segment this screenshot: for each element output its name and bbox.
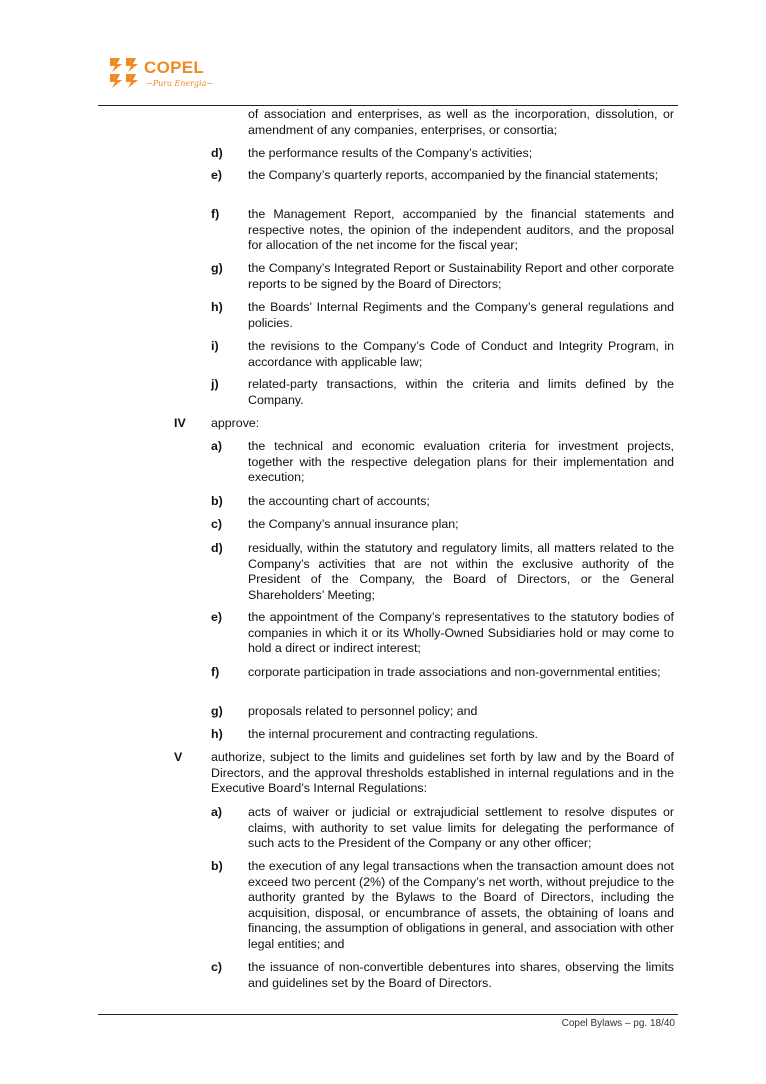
item-text: proposals related to personnel policy; and: [248, 704, 478, 718]
item-label: j): [211, 377, 219, 391]
item-label: g): [211, 704, 223, 718]
item-label: e): [211, 610, 223, 624]
item-label: a): [211, 805, 223, 819]
item-label: b): [211, 494, 223, 508]
item-label: a): [211, 439, 223, 453]
item-text: corporate participation in trade associations and non-governmental entities;: [248, 665, 661, 679]
item-text: the performance results of the Company’s activities;: [248, 146, 533, 160]
item-text: the appointment of the Company’s representatives to the statutory bodies of companies in which it or its Wholly-Owned Subsidiaries hold or may come to hold a direct or indirect interest;: [248, 610, 674, 655]
item-text: the Company’s Integrated Report or Sustainability Report and other corporate reports to be signed by the Board of Directors;: [248, 261, 674, 291]
page-footer: Copel Bylaws – pg. 18/40: [561, 1018, 675, 1029]
section-text: approve:: [211, 416, 260, 430]
section-text: authorize, subject to the limits and guidelines set forth by law and by the Board of Directors, and the approval thresholds established in internal regulations and in the Executive Board’s Internal Regulations:: [211, 750, 674, 795]
item-label: h): [211, 727, 223, 741]
item-label: d): [211, 541, 223, 555]
item-text: the issuance of non-convertible debentures into shares, observing the limits and guidelines set by the Board of Directors.: [248, 960, 674, 990]
item-label: b): [211, 859, 223, 873]
item-label: i): [211, 339, 219, 353]
logo-wordmark: COPEL: [144, 58, 205, 77]
section-label: V: [174, 750, 183, 764]
item-text: the Company’s annual insurance plan;: [248, 517, 459, 531]
item-text: related-party transactions, within the criteria and limits defined by the Company.: [248, 377, 674, 407]
item-text: the Boards’ Internal Regiments and the Company’s general regulations and policies.: [248, 300, 674, 330]
item-text: acts of waiver or judicial or extrajudicial settlement to resolve disputes or claims, with authority to set value limits for delegating the performance of such acts to the President of the Company or any other officer;: [248, 805, 674, 850]
item-text: the internal procurement and contracting regulations.: [248, 727, 538, 741]
item-text: the revisions to the Company’s Code of Conduct and Integrity Program, in accordance with applicable law;: [248, 339, 674, 369]
item-text: residually, within the statutory and regulatory limits, all matters related to the Company’s activities that are not within the exclusive authority of the President of the Company, the Board of Directors, or the General Shareholders’ Meeting;: [248, 541, 674, 602]
item-label: f): [211, 665, 220, 679]
item-text: the Management Report, accompanied by the financial statements and respective notes, the opinion of the independent auditors, and the proposal for allocation of the net income for the fiscal year;: [248, 207, 674, 252]
item-label: h): [211, 300, 223, 314]
continued-text: of association and enterprises, as well as the incorporation, dissolution, or amendment of any companies, enterprises, or consortia;: [248, 107, 674, 137]
logo-tagline: ~Pura Energia~: [146, 79, 214, 88]
item-label: f): [211, 207, 220, 221]
section-label: IV: [174, 416, 186, 430]
item-label: c): [211, 517, 223, 531]
item-label: g): [211, 261, 223, 275]
item-label: c): [211, 960, 223, 974]
item-label: d): [211, 146, 223, 160]
item-label: e): [211, 168, 223, 182]
item-text: the accounting chart of accounts;: [248, 494, 430, 508]
footer-divider: [98, 1014, 678, 1015]
item-text: the technical and economic evaluation criteria for investment projects, together with the respective delegation plans for their implementation and execution;: [248, 439, 674, 484]
item-text: the execution of any legal transactions when the transaction amount does not exceed two percent (2%) of the Company’s net worth, without prejudice to the authority granted by the Bylaws to the Board of Directors, including the acquisition, disposal, or encumbrance of assets, the obtaining of loans and financing, the assumption of obligations in general, and association with other legal entities; and: [248, 859, 674, 951]
item-text: the Company’s quarterly reports, accompanied by the financial statements;: [248, 168, 659, 182]
